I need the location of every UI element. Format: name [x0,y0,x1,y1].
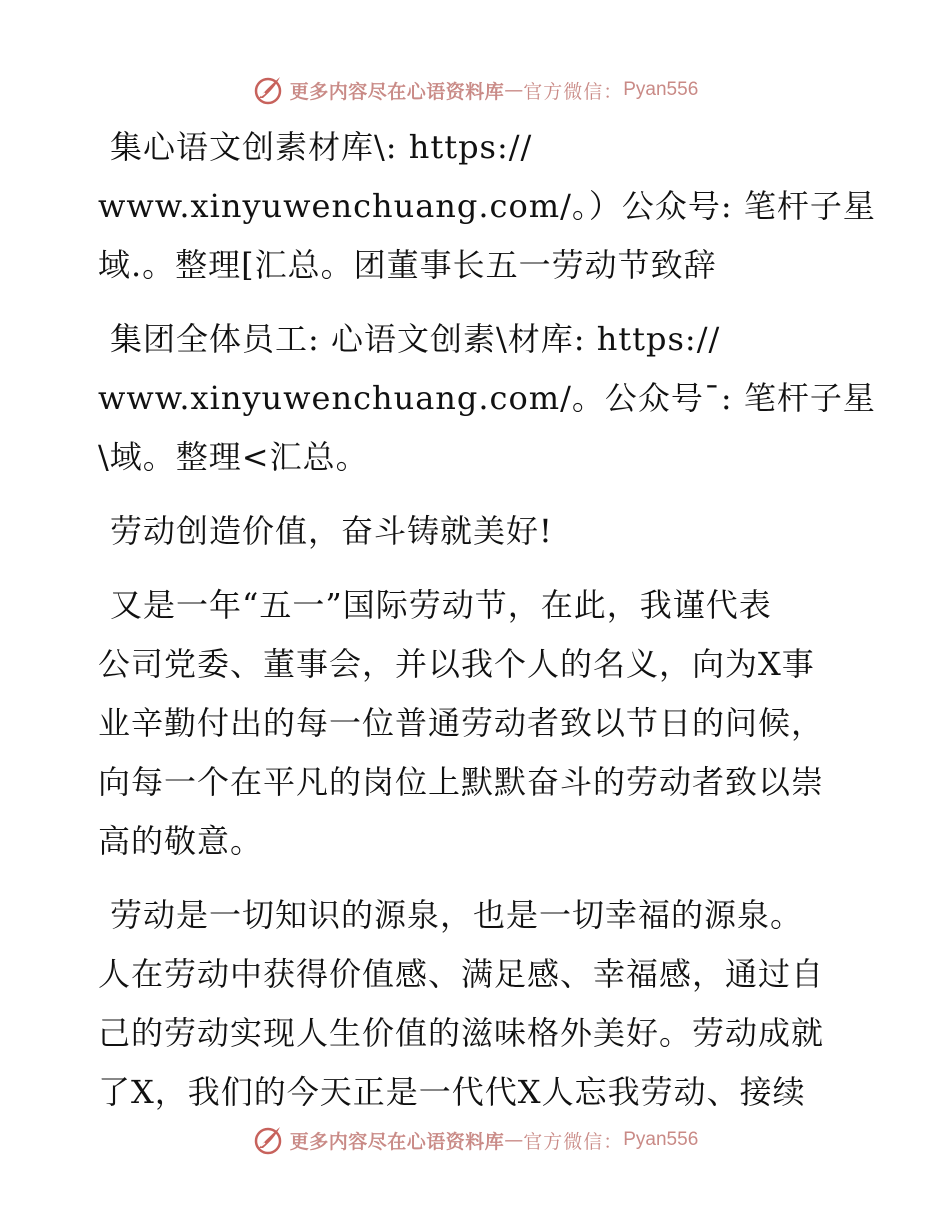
paragraph-line: 集团全体员工: 心语文创素\材库: https:// [110,320,721,358]
paragraph-line: 业辛勤付出的每一位普通劳动者致以节日的问候， [98,704,825,742]
footer-wechat-id: Pyan556 [623,1129,699,1150]
header-separator: — [504,79,524,101]
paragraph-4 [98,576,858,871]
paragraph-line: 向每一个在平凡的岗位上默默奋斗的劳动者致以崇 [98,763,825,801]
paragraph-line: 集心语文创素材库\: https:// [110,128,533,166]
paragraph-line: www.xinyuwenchuang.com/。）公众号: 笔杆子星 [98,187,876,225]
paragraph-1 [98,118,876,295]
paragraph-line: www.xinyuwenchuang.com/。公众号¯: 笔杆子星 [98,379,876,417]
paragraph-line: 劳动是一切知识的源泉，也是一切幸福的源泉。 [110,896,804,934]
paragraph-line: 高的敬意。 [98,822,264,860]
paragraph-5 [98,886,858,1122]
paragraph-line: 了X，我们的今天正是一代代X人忘我劳动、接续 [98,1073,806,1111]
footer-brand-text: 更多内容尽在心语资料库 [289,1130,505,1153]
footer-separator: — [504,1129,524,1151]
paragraph-line: 人在劳动中获得价值感、满足感、幸福感，通过自 [98,955,825,993]
header-wechat-id: Pyan556 [623,79,699,100]
footer-official-label: 官方微信： [523,1130,624,1153]
header-brand-text: 更多内容尽在心语资料库 [289,80,505,103]
paragraph-line: \域。整理<汇总。 [98,438,369,476]
paragraph-line: 己的劳动实现人生价值的滋味格外美好。劳动成就 [98,1014,825,1052]
quill-logo-icon [252,1124,284,1156]
paragraph-3 [98,502,858,561]
footer-banner [0,1120,950,1160]
document-body [98,118,876,1122]
paragraph-line: 劳动创造价值，奋斗铸就美好! [110,512,553,550]
header-banner [0,70,950,110]
paragraph-line: 域.。整理[汇总。团董事长五一劳动节致辞 [98,246,717,284]
header-official-label: 官方微信： [523,80,624,103]
paragraph-line: 公司党委、董事会，并以我个人的名义，向为X事 [98,645,815,683]
paragraph-2 [98,310,876,487]
quill-logo-icon [252,74,284,106]
paragraph-line: 又是一年“五一”国际劳动节，在此，我谨代表 [110,586,772,624]
